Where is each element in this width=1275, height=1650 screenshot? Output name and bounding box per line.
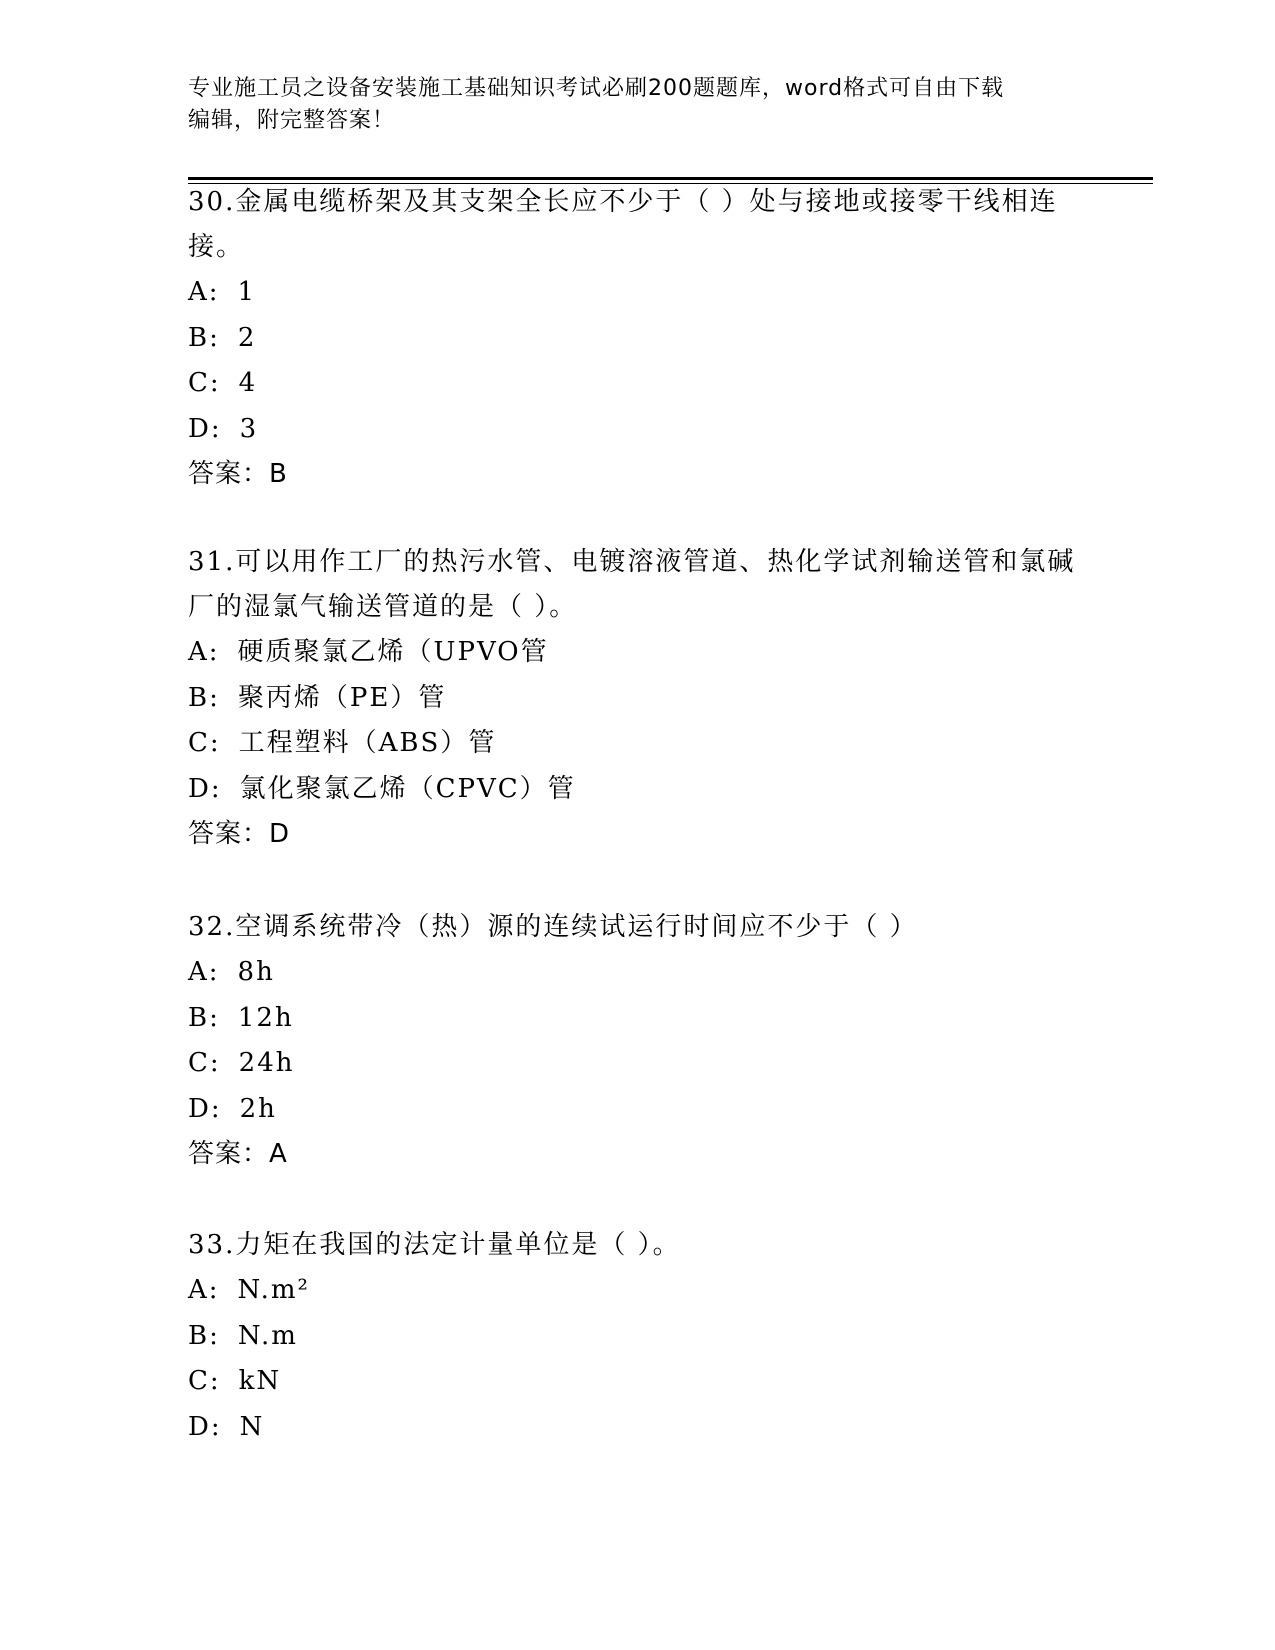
option-b xyxy=(188,1314,1088,1360)
option-a xyxy=(188,630,1088,676)
option-letter: D: xyxy=(188,1093,222,1124)
option-text: 工程塑料（ABS）管 xyxy=(238,728,497,758)
option-text: 聚丙烯（PE）管 xyxy=(237,682,447,713)
option-letter: C: xyxy=(188,728,221,758)
answer-line xyxy=(188,452,1088,497)
option-letter: D: xyxy=(188,1411,222,1442)
option-text: 12h xyxy=(237,1002,294,1033)
option-letter: A: xyxy=(188,957,220,987)
option-letter: D: xyxy=(188,773,222,804)
option-text: 硬质聚氯乙烯（UPVO管 xyxy=(237,637,549,667)
option-d xyxy=(188,407,1088,453)
document-header xyxy=(188,73,1068,137)
option-a xyxy=(188,950,1088,996)
option-text: N xyxy=(239,1411,265,1442)
option-letter: C: xyxy=(188,1048,221,1078)
question-31 xyxy=(188,540,1088,857)
answer-label: 答案： xyxy=(188,819,270,849)
header-line-1: 专业施工员之设备安装施工基础知识考试必刷200题题库，word格式可自由下载 xyxy=(188,76,1005,101)
option-text: 2h xyxy=(239,1093,277,1124)
option-text: 1 xyxy=(237,277,257,307)
option-b xyxy=(188,316,1088,362)
option-text: 3 xyxy=(239,413,259,444)
answer-label: 答案： xyxy=(188,1139,270,1169)
answer-value: A xyxy=(269,1139,288,1169)
question-stem: 33.力矩在我国的法定计量单位是（ ）。 xyxy=(188,1230,681,1260)
option-text: N.m² xyxy=(237,1275,310,1305)
option-b xyxy=(188,996,1088,1042)
option-letter: B: xyxy=(188,1002,220,1033)
option-c xyxy=(188,721,1088,767)
answer-line xyxy=(188,1132,1088,1177)
option-letter: B: xyxy=(188,1320,220,1351)
answer-line xyxy=(188,812,1088,857)
option-letter: B: xyxy=(188,322,220,353)
question-stem: 31.可以用作工厂的热污水管、电镀溶液管道、热化学试剂输送管和氯碱厂的湿氯气输送管道的是（ ）。 xyxy=(188,547,1076,622)
option-c xyxy=(188,1359,1088,1405)
option-letter: A: xyxy=(188,277,220,307)
answer-label: 答案： xyxy=(188,459,270,489)
option-a xyxy=(188,1268,1088,1314)
option-text: 8h xyxy=(237,957,275,987)
option-c xyxy=(188,361,1088,407)
option-d xyxy=(188,767,1088,813)
option-d xyxy=(188,1087,1088,1133)
option-text: 2 xyxy=(237,322,257,353)
question-33 xyxy=(188,1223,1088,1450)
option-text: 氯化聚氯乙烯（CPVC）管 xyxy=(239,773,576,804)
option-text: 24h xyxy=(238,1048,295,1078)
option-b xyxy=(188,676,1088,722)
question-30 xyxy=(188,180,1088,497)
question-stem: 30.金属电缆桥架及其支架全长应不少于（ ）处与接地或接零干线相连接。 xyxy=(188,187,1058,262)
question-stem: 32.空调系统带冷（热）源的连续试运行时间应不少于（ ） xyxy=(188,912,918,942)
option-letter: B: xyxy=(188,682,220,713)
option-letter: A: xyxy=(188,637,220,667)
option-text: N.m xyxy=(237,1320,298,1351)
option-letter: C: xyxy=(188,1366,221,1396)
header-line-2: 编辑，附完整答案！ xyxy=(188,108,396,133)
option-letter: A: xyxy=(188,1275,220,1305)
option-d xyxy=(188,1405,1088,1451)
option-text: kN xyxy=(238,1366,282,1396)
option-letter: D: xyxy=(188,413,222,444)
answer-value: B xyxy=(269,459,288,489)
option-c xyxy=(188,1041,1088,1087)
option-a xyxy=(188,270,1088,316)
option-text: 4 xyxy=(238,368,258,398)
question-32 xyxy=(188,905,1088,1177)
option-letter: C: xyxy=(188,368,221,398)
answer-value: D xyxy=(269,819,291,849)
